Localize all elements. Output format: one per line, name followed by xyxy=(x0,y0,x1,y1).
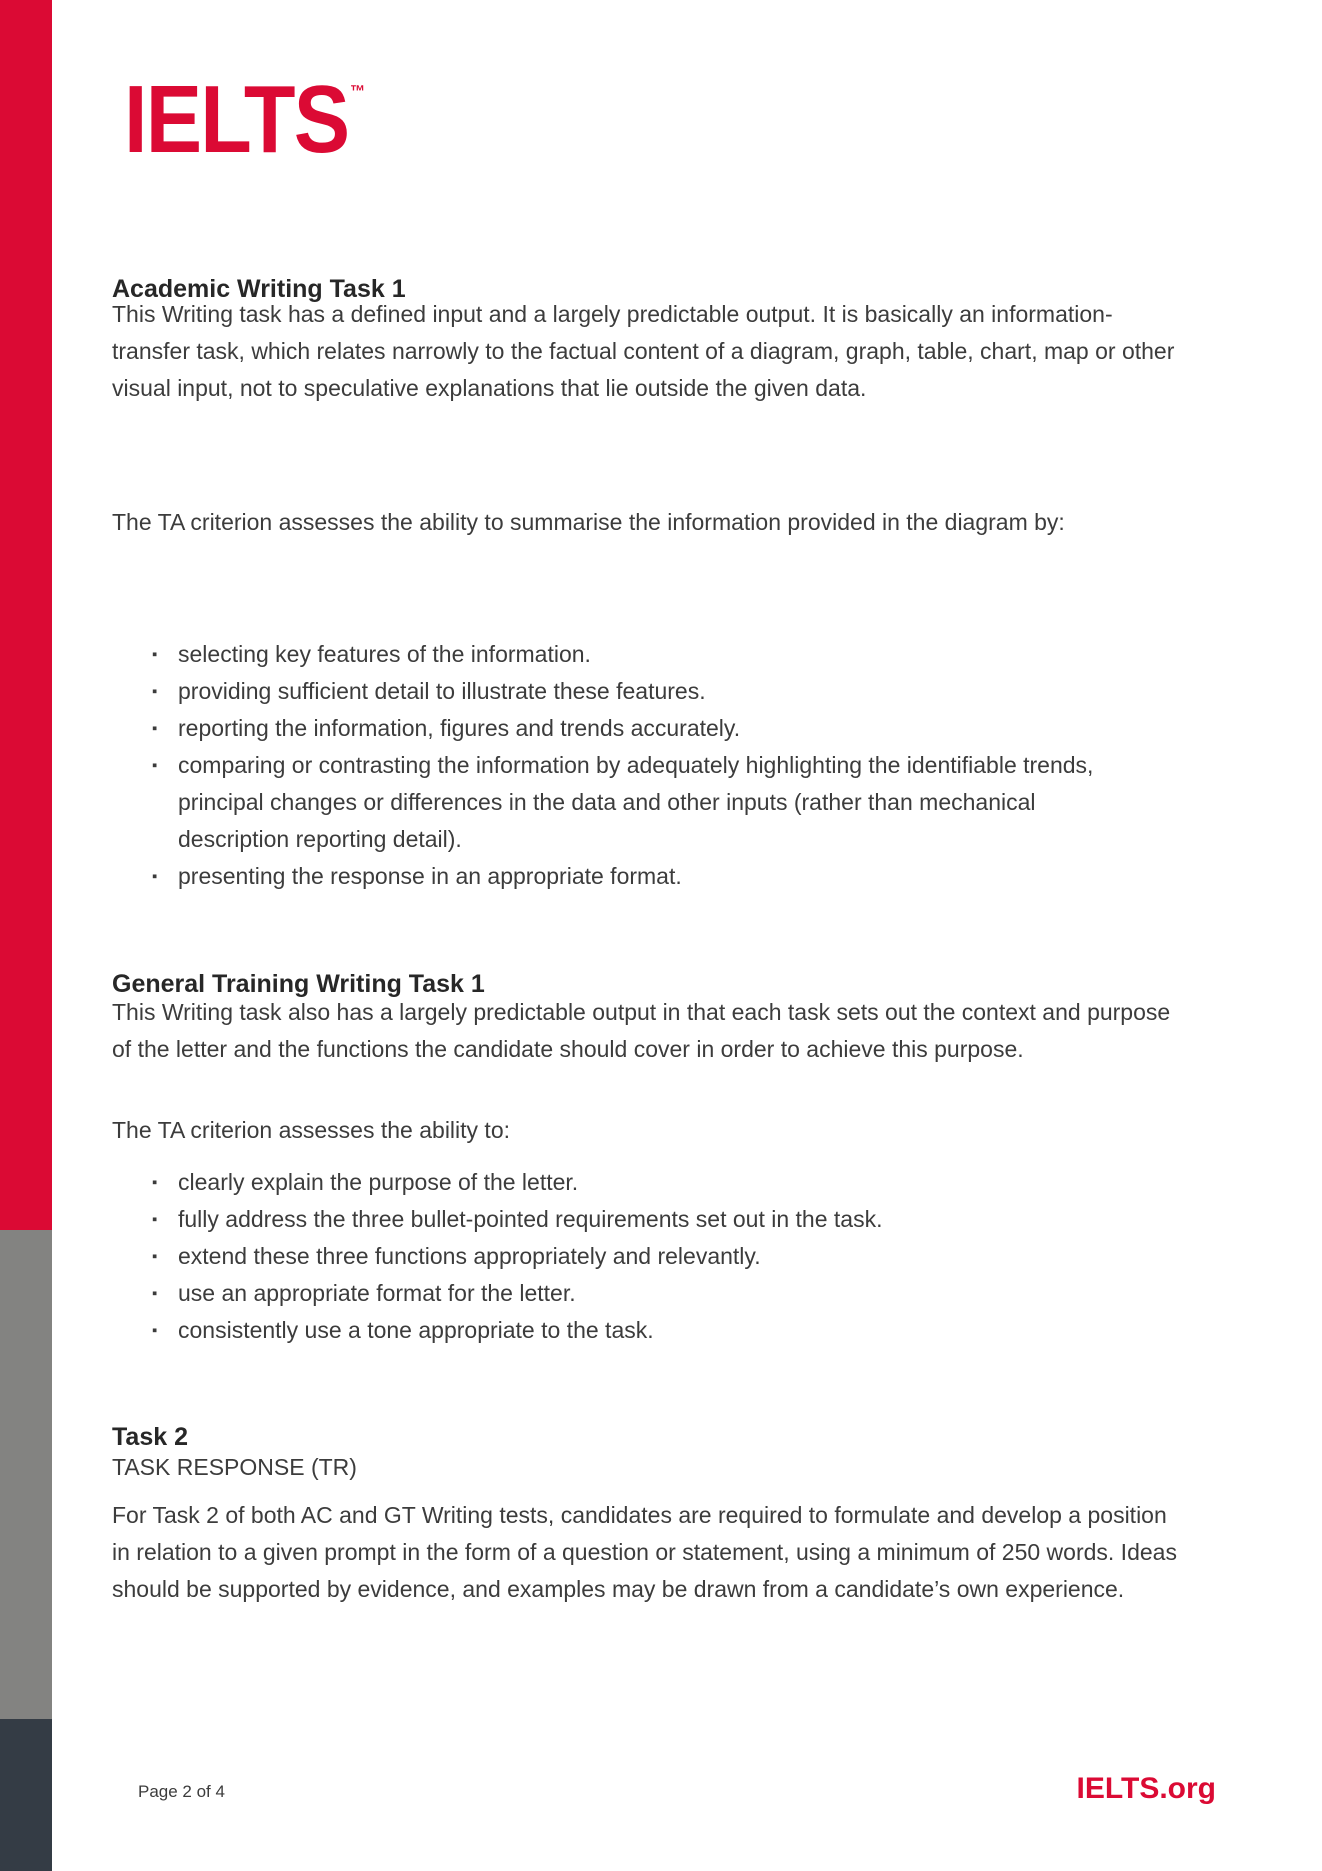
general-training-heading: General Training Writing Task 1 xyxy=(112,969,485,998)
square-bullet-icon: ▪ xyxy=(152,868,158,885)
square-bullet-icon: ▪ xyxy=(152,1211,158,1228)
list-item-text: providing sufficient detail to illustrate these features. xyxy=(178,678,706,704)
square-bullet-icon: ▪ xyxy=(152,1174,158,1191)
square-bullet-icon: ▪ xyxy=(152,683,158,700)
left-bar-gray-segment xyxy=(0,1230,52,1719)
general-training-intro-paragraph: This Writing task also has a largely predictable output in that each task sets out the context and purpose of the letter and the functions the candidate should cover in order to achieve this purpose. xyxy=(112,999,1171,1062)
left-bar-red-segment xyxy=(0,0,52,1230)
list-item xyxy=(112,1164,1108,1201)
list-item-text: use an appropriate format for the letter. xyxy=(178,1280,576,1306)
list-item xyxy=(112,858,1108,895)
page-number-label: Page 2 of 4 xyxy=(138,1782,225,1801)
list-item xyxy=(112,636,1108,673)
ielts-org-link[interactable]: IELTS.org xyxy=(1076,1772,1216,1805)
academic-intro-paragraph: This Writing task has a defined input and a largely predictable output. It is basically an information-transfer task, which relates narrowly to the factual content of a diagram, graph, table, chart, map or other visual input, not to speculative explanations that lie outside the given data. xyxy=(112,301,1175,401)
list-item xyxy=(112,1238,1108,1275)
list-item-text: selecting key features of the information. xyxy=(178,641,591,667)
task2-body-paragraph: For Task 2 of both AC and GT Writing tests, candidates are required to formulate and develop a position in relation to a given prompt in the form of a question or statement, using a minimum of 250 words. Ideas should be supported by evidence, and examples may be drawn from a candidate’s own experience. xyxy=(112,1502,1177,1602)
square-bullet-icon: ▪ xyxy=(152,1322,158,1339)
list-item-text: reporting the information, figures and trends accurately. xyxy=(178,715,741,741)
list-item-text: extend these three functions appropriately and relevantly. xyxy=(178,1243,761,1269)
general-training-criterion-paragraph: The TA criterion assesses the ability to: xyxy=(112,1117,510,1143)
academic-bullet-list xyxy=(112,636,1108,895)
list-item-text: fully address the three bullet-pointed requirements set out in the task. xyxy=(178,1206,883,1232)
list-item-text: comparing or contrasting the information by adequately highlighting the identifiable trends, principal changes or differences in the data and other inputs (rather than mechanical description reporting detail). xyxy=(178,752,1094,852)
list-item-text: clearly explain the purpose of the letter. xyxy=(178,1169,579,1195)
square-bullet-icon: ▪ xyxy=(152,1248,158,1265)
task2-heading: Task 2 xyxy=(112,1422,188,1451)
task2-subheading: TASK RESPONSE (TR) xyxy=(112,1454,357,1480)
trademark-icon: ™ xyxy=(350,82,366,101)
list-item xyxy=(112,1201,1108,1238)
list-item xyxy=(112,1275,1108,1312)
ielts-logo xyxy=(124,66,366,173)
list-item-text: presenting the response in an appropriate format. xyxy=(178,863,682,889)
left-bar-dark-segment xyxy=(0,1719,52,1871)
square-bullet-icon: ▪ xyxy=(152,720,158,737)
list-item xyxy=(112,673,1108,710)
academic-heading: Academic Writing Task 1 xyxy=(112,274,406,303)
ielts-logo-text: IELTS xyxy=(124,66,349,173)
list-item xyxy=(112,747,1108,858)
list-item xyxy=(112,1312,1108,1349)
square-bullet-icon: ▪ xyxy=(152,757,158,774)
square-bullet-icon: ▪ xyxy=(152,646,158,663)
list-item xyxy=(112,710,1108,747)
square-bullet-icon: ▪ xyxy=(152,1285,158,1302)
general-training-bullet-list xyxy=(112,1164,1108,1349)
academic-criterion-paragraph: The TA criterion assesses the ability to summarise the information provided in the diagram by: xyxy=(112,509,1065,535)
list-item-text: consistently use a tone appropriate to the task. xyxy=(178,1317,654,1343)
